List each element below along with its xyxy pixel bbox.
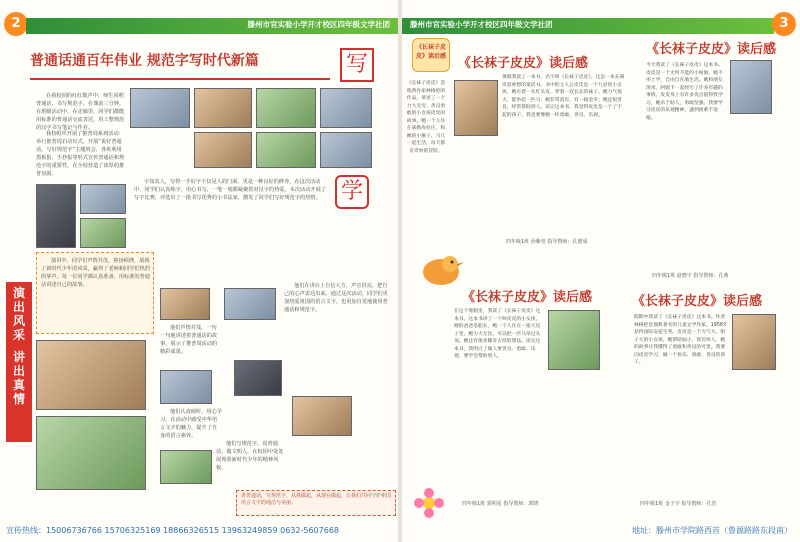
page-number-left: 2 [4, 12, 28, 36]
review-2-photo [730, 60, 772, 114]
header-bar-left [26, 18, 398, 34]
photo-speech-6 [160, 450, 212, 484]
caption-1 [160, 324, 220, 364]
review-3-author: 四年级1班 郭明星 指导教师：郭晓 [462, 501, 539, 507]
article-title: 普通话通百年伟业 规范字写时代新篇 [30, 53, 259, 69]
middle-text [134, 178, 330, 250]
header-text-right: 滕州市官实验小学开才校区四年级文学社团 [410, 20, 553, 29]
review-4-text: 假期中我读了《长袜子皮皮》这本书。作者林格伦是瑞典著名的儿童文学作家，1958年获得国际安徒生奖。皮皮是一个力气大、胆子大的小女孩，她帮助弱小，惩罚坏人。她的故事让我懂得了勇敢和善良的可贵。我要向皮皮学习，做一个快乐、勇敢、善良的孩子。 [634, 315, 728, 365]
photo-class-stage [36, 416, 146, 490]
caption-1-text: 他们声情并茂，一句一句地讲述着普通话的故事，展示了推普周活动的精彩成果。 [160, 325, 218, 355]
article-title-box [30, 50, 330, 80]
right-column-paragraph: 他们在讲台上自信大方，声音洪亮，把自己的心声表达出来。通过这次活动，同学们更加热爱祖国的语言文字，也更加自觉地使用普通话和规范字。 [284, 283, 388, 313]
footer-left: 宣传热线：15006736766 15706325169 18866326515 13963249859 0632-5607668 [6, 526, 339, 535]
photo-classroom-1 [130, 88, 190, 128]
review-4-author: 四年级1班 金子宇 指导教师：孔浩 [640, 501, 717, 507]
review-2-text: 今天我读了《长袜子皮皮》这本书。皮皮是一个无所不能的小姑娘，她不用上学，自由自在地生活。她和朋友汤米、阿妮卡一起经历了许多有趣的事情。皮皮身上有许多优点值得我学习，她乐于助人，勇敢坚强。我要学习皮皮的乐观精神，遇到困难不退缩。 [646, 63, 723, 121]
intro-paragraph: 在我校园的红红歌声中，师生同唱普通话，书写规范字。在课前三分钟，在班级活动中，在走廊里，同学们都能用标准的普通话交流表达，用工整规范的汉字书写笔记与作业。 [36, 93, 125, 131]
caption-3 [216, 440, 288, 484]
review-4-photo [732, 314, 776, 370]
right-column-text [284, 282, 388, 352]
review-1-title: 《长袜子皮皮》读后感 [458, 56, 589, 71]
header-text-left: 滕州市官实验小学开才校区四年级文学社团 [247, 20, 390, 29]
photo-writing-3 [320, 132, 372, 168]
photo-writing-2 [256, 132, 316, 168]
banner-char: 真 [12, 378, 25, 392]
banner-char: 情 [12, 392, 25, 406]
photo-classroom-2 [320, 88, 372, 128]
calligraphy-seal-study: 学 [335, 175, 369, 209]
photo-speech-3 [160, 370, 212, 404]
photo-assembly-1 [36, 184, 76, 248]
review-2-author: 四年级1班 赵晓宇 指导教师：孔燕 [652, 273, 729, 279]
header-bar-right [402, 18, 774, 34]
review-3-photo [548, 310, 600, 370]
intro-text-2 [36, 130, 126, 180]
photo-assembly-2 [80, 184, 126, 214]
note-text [41, 257, 151, 331]
photo-students-2 [256, 88, 316, 128]
review-1-text: 暑假我读了一本书，名字叫《长袜子皮皮》。这是一本充满奇思妙想的童话书。书中的主人公皮皮是一个九岁的小女孩，她有着一头红头发，穿着一双长长的袜子。她力气很大，能举起一匹马；她非常富有，有一箱金币；她还很善良，经常帮助别人。读完这本书，我觉得皮皮是一个了不起的孩子，我也要像她一样勇敢、善良、乐观。 [502, 75, 625, 118]
quote-box: 讲普通话，写规范字，从我做起，从现在做起，让我们共同守护祖国语言文字的纯洁与美丽。 [236, 490, 396, 516]
review-1-photo [454, 80, 498, 136]
review-2-title: 《长袜子皮皮》读后感 [646, 42, 777, 57]
banner-char: 出 [12, 300, 25, 314]
review-1-author: 四年级1班 孙紫萱 指导教师：孔德成 [506, 239, 588, 245]
banner-char: 讲 [12, 350, 25, 364]
banner-char: 出 [12, 364, 25, 378]
flower-icon [412, 488, 446, 518]
caption-2-text: 他们认真倾听，用心学习，在活动中感受中华语言文字的魅力，提升了自身的语言素养。 [160, 409, 222, 439]
photo-writing-1 [194, 132, 252, 168]
page-number-right: 3 [772, 12, 796, 36]
review-tag: 《长袜子皮皮》读后感 [412, 38, 450, 72]
banner-char: 风 [12, 314, 25, 328]
narrow-column-text: 《长袜子皮皮》是瑞典作家林格伦的作品，讲述了一个力大无穷、善良勇敢的小女孩皮皮的故事。她一个人住在威勒库拉庄，和她的小猴子、马儿一起生活，每天都有奇妙的冒险。 [406, 81, 446, 154]
photo-students-1 [194, 88, 252, 128]
photo-assembly-3 [80, 218, 126, 248]
side-banner [6, 282, 32, 442]
right-page [402, 0, 800, 542]
photo-speech-2 [224, 288, 276, 320]
review-3-title: 《长袜子皮皮》读后感 [462, 290, 593, 305]
photo-speech-1 [160, 288, 210, 320]
calligraphy-seal-write: 写 [340, 48, 374, 82]
caption-2 [160, 408, 222, 444]
middle-paragraph: 字如其人，写得一手好字不仅是人的门面，更是一种良好的修养。在这次活动中，同学们认真练字，用心书写，一笔一划都凝聚着对汉字的热爱。本次活动开展了写字比赛，评选出了一批书写优秀的小书法家，激发了同学们写好规范字的热情。 [134, 179, 326, 201]
banner-char: 采 [12, 328, 25, 342]
photo-speech-5 [292, 396, 352, 436]
review-4-title: 《长袜子皮皮》读后感 [632, 294, 763, 309]
intro-paragraph-2: 我校组织开展了推普周系列活动：举行推普周启动仪式，开展“说好普通话，写好规范字”主题班会，各班利用黑板报、手抄报等形式宣传普通话和规范字的重要性，在全校营造了浓厚的推普氛围。 [36, 131, 125, 177]
left-page [0, 0, 398, 542]
footer-right: 地址：滕州市学院路西首（鲁源路路东段南） [632, 526, 792, 535]
note-paragraph: 演讲中，同学们声情并茂、抑扬顿挫，展现了新时代少年的风采，赢得了老师和同学们热烈的掌声。每一位同学都认真准备，用标准的普通话讲述自己的故事。 [41, 258, 150, 288]
photo-speech-4 [234, 360, 282, 396]
cartoon-bird-icon [416, 250, 466, 288]
caption-3-text: 他们写规范字，说普通话，做文明人，在校园中处处展现着新时代少年的精神风貌。 [216, 441, 284, 471]
banner-char: 演 [12, 286, 25, 300]
note-box [36, 252, 154, 334]
photo-class-group [36, 340, 146, 410]
review-3-text: 在这个暑假里，我读了《长袜子皮皮》这本书。这本书讲了一个叫皮皮的小女孩，她的爸爸是船长，她一个人住在一座大房子里。她力大无比，可以把一匹马举过头顶。她还有很多稀奇古怪的想法。读完这本书，我明白了做人要善良、勇敢、乐观，要学会帮助别人。 [454, 309, 541, 359]
